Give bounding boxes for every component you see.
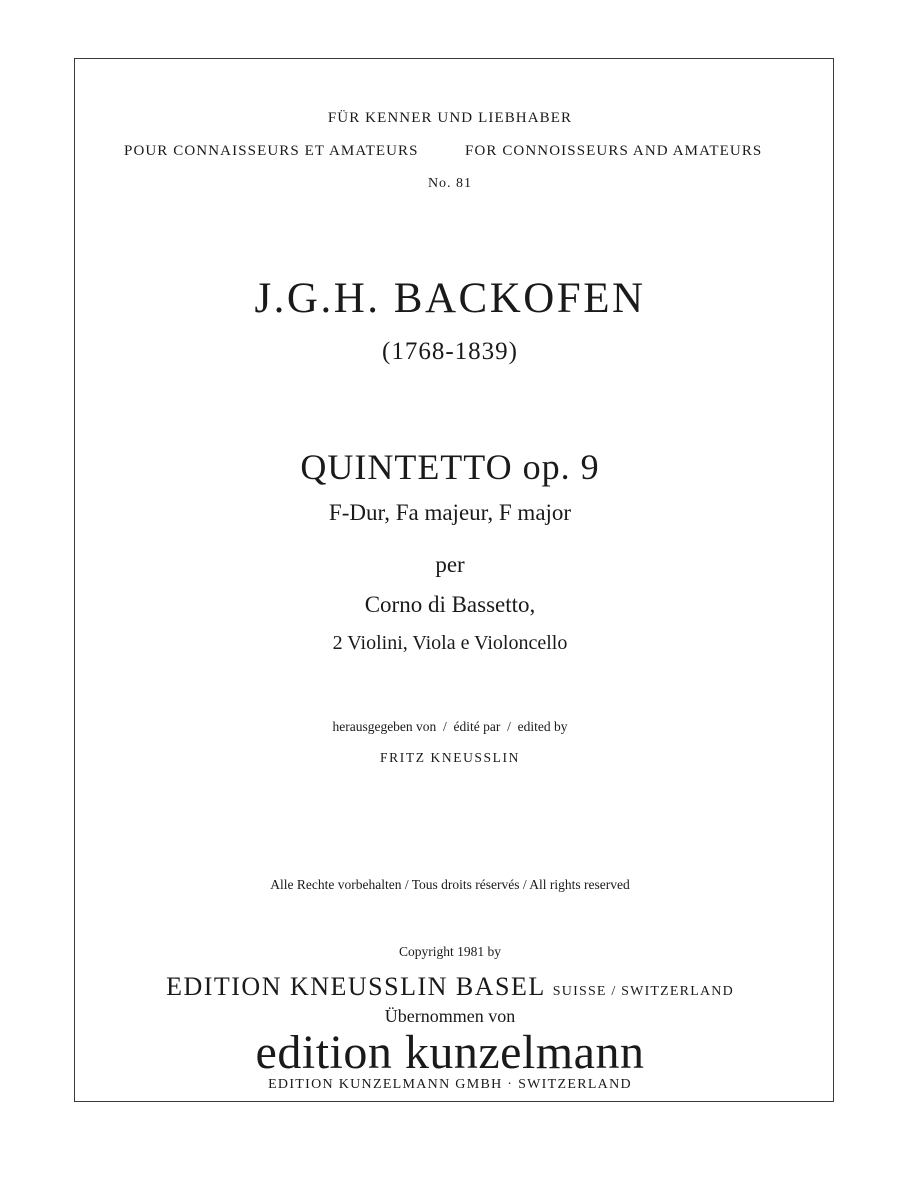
series-title-row	[0, 143, 900, 163]
publisher-name: EDITION KNEUSSLIN BASEL	[166, 972, 545, 1001]
edited-by-label: herausgegeben von / édité par / edited by	[332, 719, 568, 734]
rights-notice: Alle Rechte vorbehalten / Tous droits réservés / All rights reserved	[270, 877, 630, 892]
series-number: No. 81	[427, 176, 473, 191]
original-publisher	[0, 972, 900, 1002]
taken-over-label: Übernommen von	[384, 1006, 516, 1026]
work-per: per	[435, 552, 465, 577]
publisher-company: EDITION KUNZELMANN GMBH · SWITZERLAND	[268, 1077, 632, 1092]
copyright-notice: Copyright 1981 by	[398, 944, 501, 959]
series-title-german: FÜR KENNER UND LIEBHABER	[327, 110, 573, 126]
work-title: QUINTETTO op. 9	[300, 447, 600, 487]
publisher-brand-logo: edition kunzelmann	[255, 1026, 645, 1079]
work-key: F-Dur, Fa majeur, F major	[328, 500, 572, 525]
solo-instrument: Corno di Bassetto,	[364, 592, 536, 617]
composer-name: J.G.H. BACKOFEN	[254, 275, 646, 322]
series-title-english: FOR CONNOISSEURS AND AMATEURS	[465, 143, 763, 159]
publisher-location: SUISSE / SWITZERLAND	[552, 984, 734, 999]
string-instruments: 2 Violini, Viola e Violoncello	[332, 632, 568, 654]
composer-dates: (1768-1839)	[382, 338, 518, 365]
editor-name: FRITZ KNEUSSLIN	[380, 750, 520, 765]
series-title-french: POUR CONNAISSEURS ET AMATEURS	[124, 143, 419, 159]
